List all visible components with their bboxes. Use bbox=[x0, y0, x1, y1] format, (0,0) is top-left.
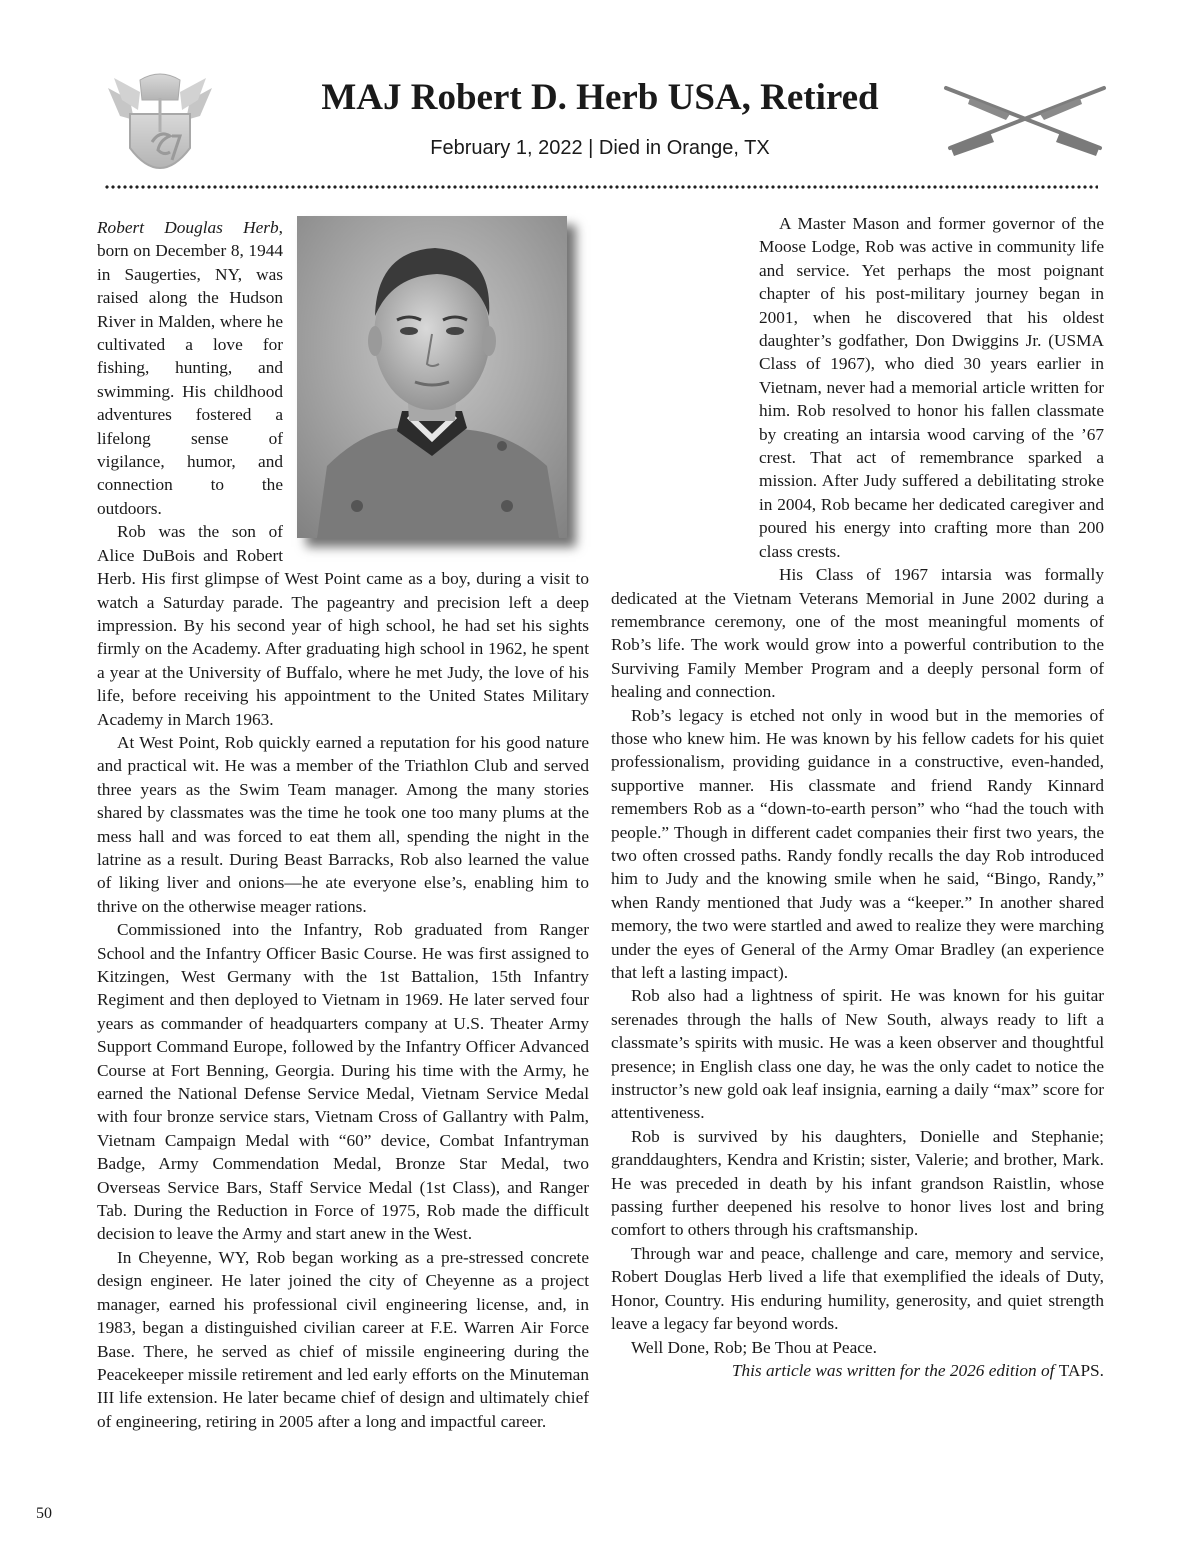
publication-name: TAPS. bbox=[1058, 1360, 1104, 1380]
closing-line: Well Done, Rob; Be Thou at Peace. bbox=[631, 1337, 877, 1357]
article-paragraph: Rob is survived by his daughters, Donielle and Stephanie; granddaughters, Kendra and Kristin; sister, Valerie; and brother, Mark. He was preceded in death by his infant grandson Raistlin, whose passing further deepened his resolve to honor lives lost and bring comfort to others through his craftsmanship. bbox=[611, 1126, 1104, 1240]
crossed-rifles-icon bbox=[940, 80, 1110, 160]
page-title: MAJ Robert D. Herb USA, Retired bbox=[321, 77, 879, 118]
article-left-column bbox=[97, 216, 589, 1433]
page-number: 50 bbox=[36, 1505, 52, 1522]
article-paragraph: At West Point, Rob quickly earned a reputation for his good nature and practical wit. He was a member of the Triathlon Club and served three years as the Swim Team manager. Among the many stories shared by classmates was the time he took one too many plums at the mess hall and was forced to eat them all, spending the night in the latrine as a result. During Beast Barracks, Rob also learned the value of liking liver and onions—he ate everyone else’s, enabling him to thrive on the otherwise meager rations. bbox=[97, 732, 589, 916]
article-paragraph: Through war and peace, challenge and care, memory and service, Robert Douglas Herb lived a life that exemplified the ideals of Duty, Honor, Country. His enduring humility, generosity, and quiet strength leave a legacy far beyond words. bbox=[611, 1243, 1104, 1334]
lead-text: , born on December 8, 1944 in Saugerties, NY, was raised along the Hudson River in Malden, where he cultivated a love for fishing, hunting, and swimming. His childhood adventures fostered a lifelong sense of vigilance, humor, and connection to the outdoors. bbox=[97, 218, 283, 518]
attribution-text: This article was written for the 2026 edition of bbox=[731, 1360, 1055, 1380]
class-crest-logo bbox=[100, 70, 220, 188]
article-paragraph: Commissioned into the Infantry, Rob graduated from Ranger School and the Infantry Officer Basic Course. He was first assigned to Kitzingen, West Germany with the 1st Battalion, 15th Infantry Regiment and then deployed to Vietnam in 1969. He later served four years as commander of headquarters company at U.S. Theater Army Support Command Europe, followed by the Infantry Officer Advanced Course at Fort Benning, Georgia. During his time with the Army, he earned the National Defense Service Medal, Vietnam Service Medal with four bronze service stars, Vietnam Cross of Gallantry with Palm, Vietnam Campaign Medal with “60” device, Combat Infantryman Badge, Army Commendation Medal, Bronze Star Medal, two Overseas Service Bars, Staff Service Medal (1st Class), and Ranger Tab. During the Reduction in Force of 1975, Rob made the difficult decision to leave the Army and start anew in the West. bbox=[97, 920, 589, 1244]
article-paragraph: Rob’s legacy is etched not only in wood but in the memories of those who knew him. He was known by his fellow cadets for his quiet professionalism, providing guidance in a constructive, even-handed, supportive manner. His classmate and friend Randy Kinnard remembers Rob as a “down-to-earth person” who “had the touch with people.” Though in different cadet companies their first two years, the two often crossed paths. Randy fondly recalls the day Rob introduced him to Judy and the knowing smile when he said, “Bingo, Randy,” when Randy mentioned that Judy was a “keeper.” In another shared memory, the two were startled and awed to realize they were marching under the eyes of General of the Army Omar Bradley (an experience that left a lasting impact). bbox=[611, 705, 1104, 982]
article-paragraph: A Master Mason and former governor of the Moose Lodge, Rob was active in community life and service. Yet perhaps the most poignant chapter of his post-military journey began in 2001, when he discovered that his oldest daughter’s godfather, Don Dwiggins Jr. (USMA Class of 1967), who died 30 years earlier in Vietnam, never had a memorial article written for him. Rob resolved to honor his fallen classmate by creating an intarsia wood carving of the ’67 crest. That act of remembrance sparked a mission. After Judy suffered a debilitating stroke in 2004, Rob became her dedicated caregiver and poured his energy into crafting more than 200 class crests. bbox=[759, 214, 1104, 561]
separator: | bbox=[588, 137, 594, 159]
death-date: February 1, 2022 bbox=[430, 137, 583, 159]
dotted-divider bbox=[104, 184, 1098, 192]
photo-wrap-spacer bbox=[611, 212, 751, 566]
article-right-column bbox=[611, 212, 1104, 1382]
article-paragraph: His Class of 1967 intarsia was formally dedicated at the Vietnam Veterans Memorial in June 2002 during a remembrance ceremony, one of the most meaningful moments of Rob’s life. The work would grow into a powerful contribution to the Surviving Family Member Program and a deeply personal form of healing and connection. bbox=[611, 565, 1104, 702]
article-attribution bbox=[611, 1359, 1104, 1382]
lead-name: Robert Douglas Herb bbox=[97, 218, 279, 237]
photo-wrapper bbox=[297, 216, 589, 558]
date-and-place bbox=[250, 134, 950, 162]
cadet-portrait-photo bbox=[297, 216, 567, 538]
article-paragraph: Rob also had a lightness of spirit. He was known for his guitar serenades through the halls of New South, always ready to lift a classmate’s spirits with music. He was a keen observer and thoughtful presence; in English class one day, he was the only cadet to notice the instructor’s new gold oak leaf insignia, earning a daily “max” score for attentiveness. bbox=[611, 986, 1104, 1123]
article-paragraph: Rob was the son of Alice DuBois and Robert Herb. His first glimpse of West Point came as a boy, during a visit to watch a Saturday parade. The pageantry and precision left a deep impression. By his second year of high school, he had set his sights firmly on the Academy. After graduating high school in 1962, he spent a year at the University of Buffalo, where he met Judy, the love of his life, before receiving his appointment to the United States Military Academy in March 1963. bbox=[97, 522, 589, 729]
article-paragraph: In Cheyenne, WY, Rob began working as a pre-stressed concrete design engineer. He later joined the city of Cheyenne as a project manager, earned his professional civil engineering license, and, in 1983, began a distinguished civilian career at F.E. Warren Air Force Base. There, he served as chief of missile engineering during the Peacekeeper missile retirement and led early efforts on the Minuteman III life extension. He later became chief of design and ultimately chief of engineering, retiring in 2005 after a long and impactful career. bbox=[97, 1247, 589, 1431]
death-place: Died in Orange, TX bbox=[598, 137, 770, 159]
